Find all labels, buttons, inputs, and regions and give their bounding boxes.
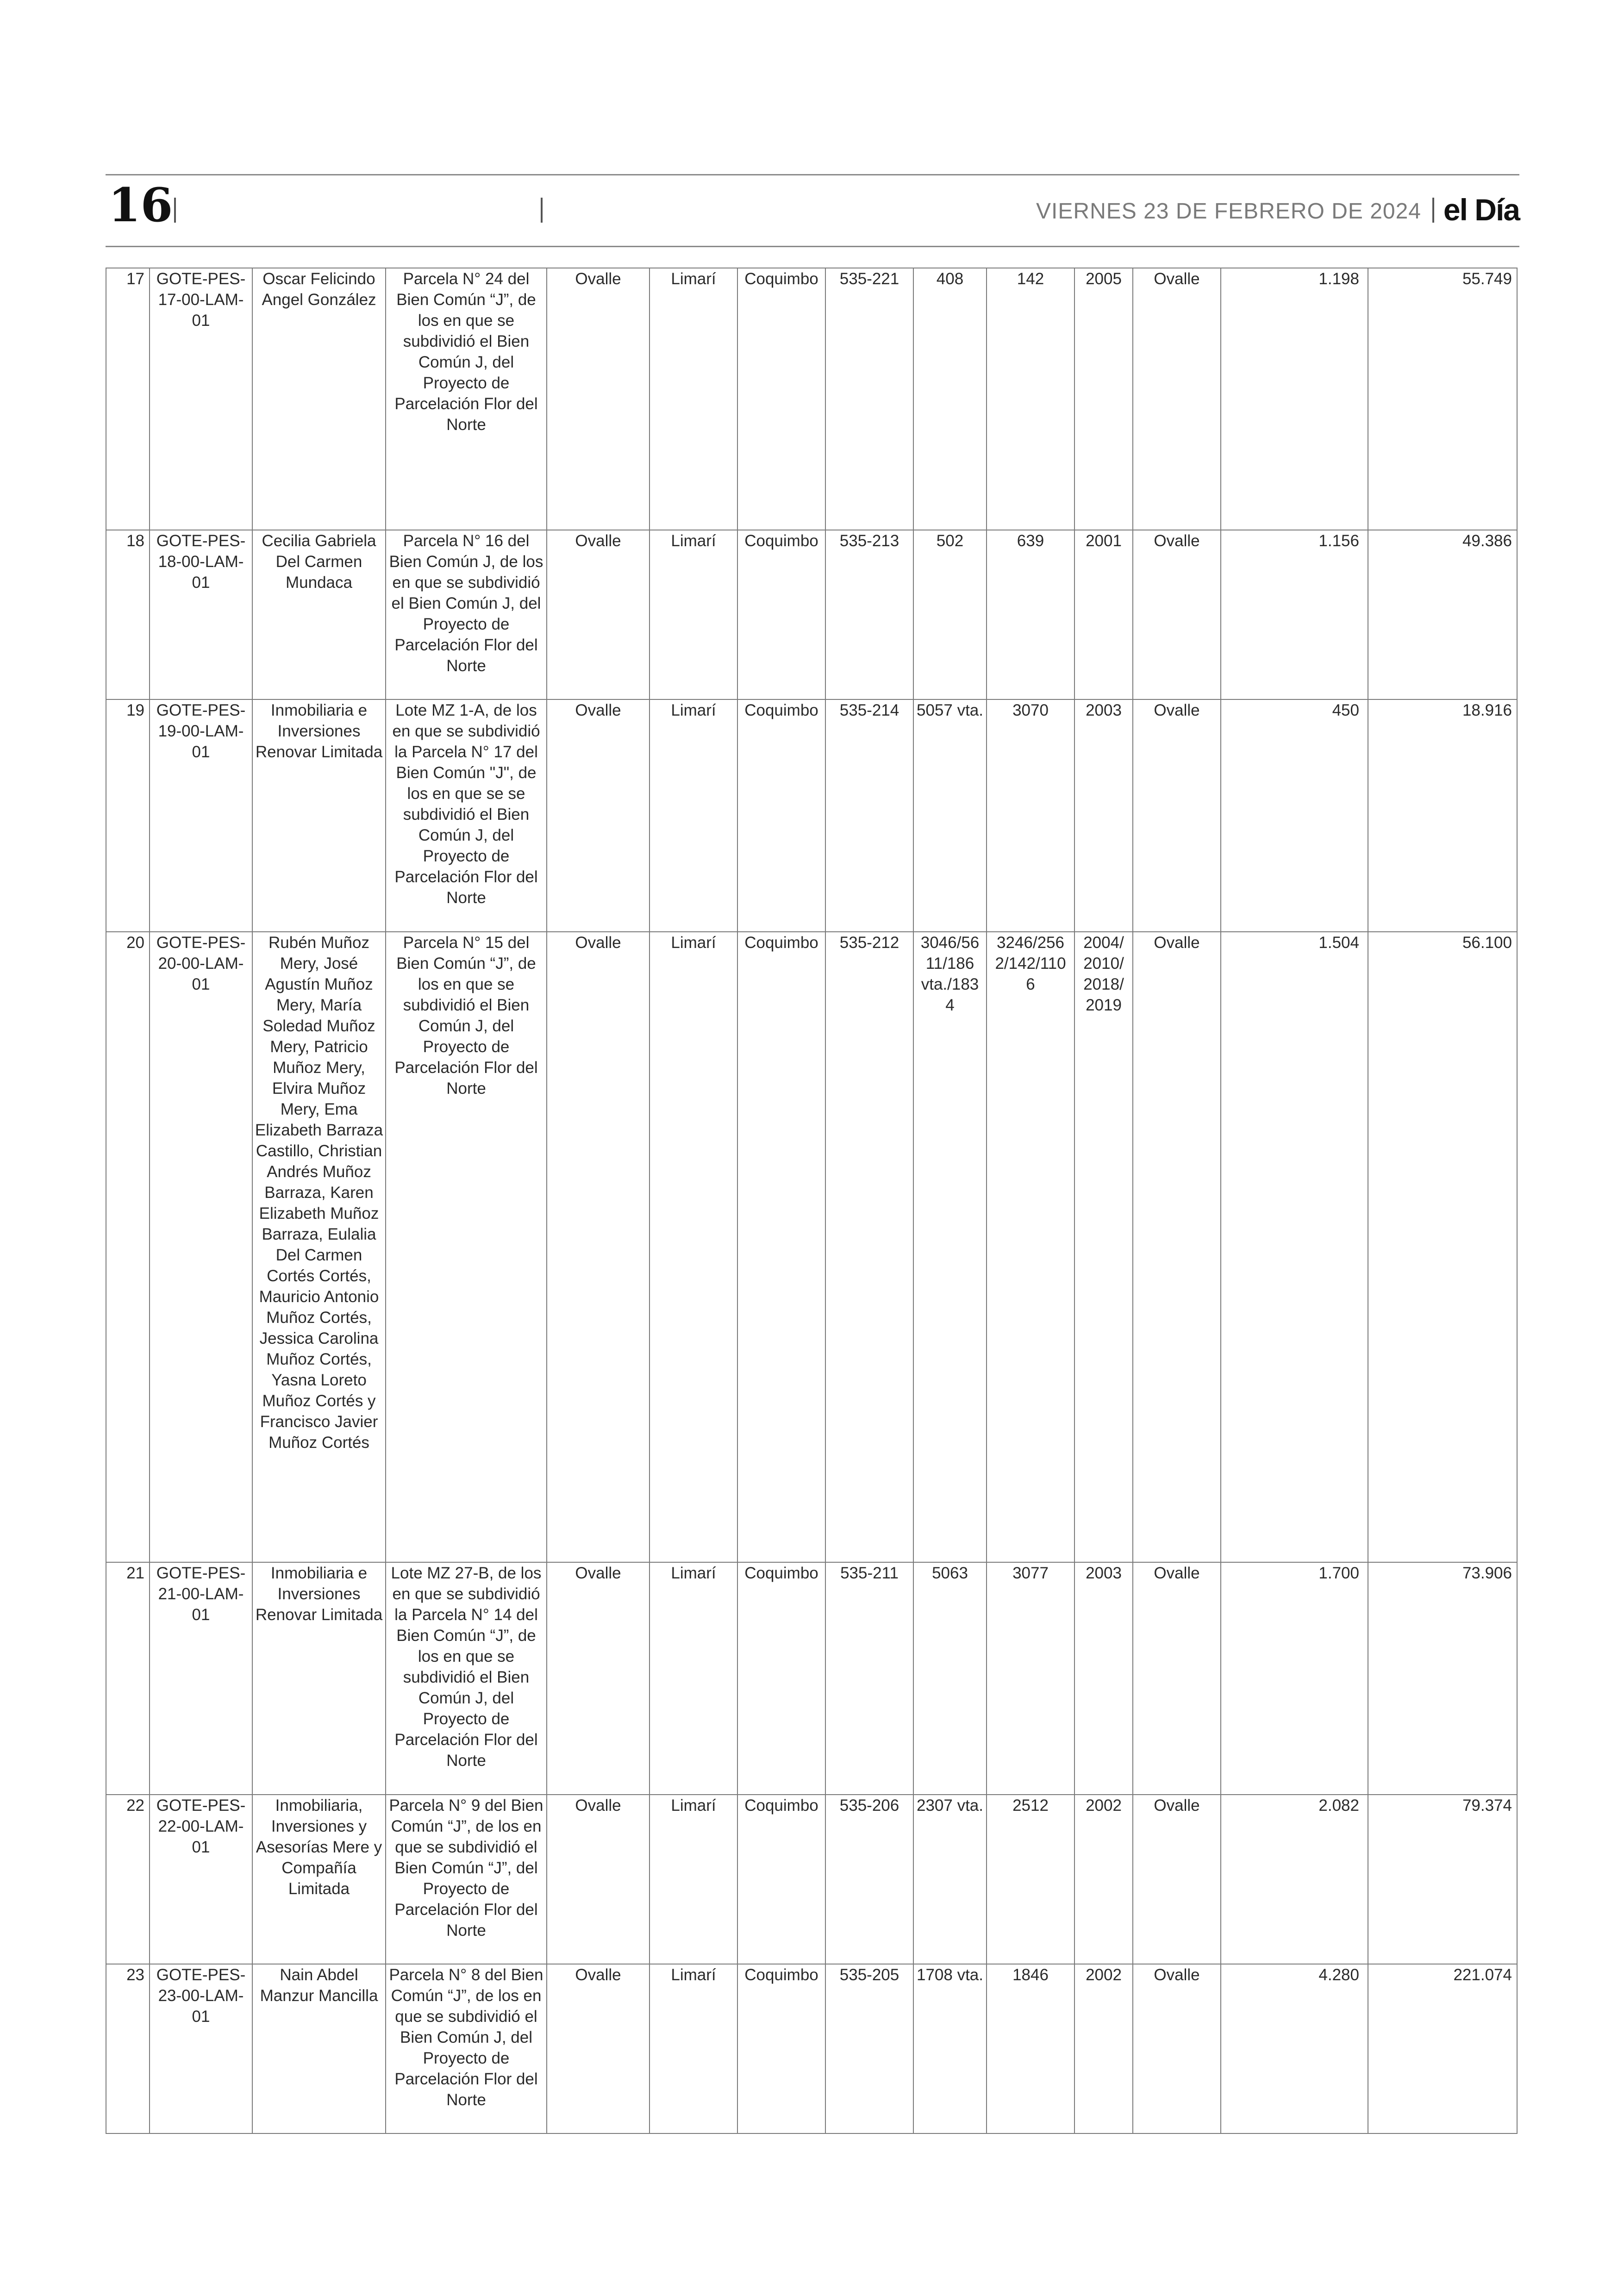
- inscription-year-cell: 2004/ 2010/ 2018/ 2019: [1074, 932, 1133, 1562]
- surface-area-cell: 1.198: [1221, 268, 1368, 530]
- row-number-cell: 17: [106, 268, 150, 530]
- owner-name-cell: Inmobiliaria, Inversiones y Asesorías Mere y Compañía Limitada: [252, 1795, 386, 1964]
- conservador-cell: Ovalle: [1133, 699, 1221, 932]
- row-number-cell: 23: [106, 1964, 150, 2133]
- row-number-cell: 22: [106, 1795, 150, 1964]
- row-number-cell: 21: [106, 1562, 150, 1795]
- rol-avaluo-cell: 535-212: [825, 932, 913, 1562]
- inscription-number-cell: 3246/256 2/142/110 6: [987, 932, 1074, 1562]
- table-row: [106, 1964, 1517, 2133]
- valuation-cell: 56.100: [1368, 932, 1517, 1562]
- inscription-year-cell: 2005: [1074, 268, 1133, 530]
- surface-area-cell: 2.082: [1221, 1795, 1368, 1964]
- owner-name-cell: Inmobiliaria e Inversiones Renovar Limitada: [252, 1562, 386, 1795]
- provincia-cell: Limarí: [650, 1795, 737, 1964]
- plan-code-cell: GOTE-PES-23-00-LAM-01: [150, 1964, 252, 2133]
- provincia-cell: Limarí: [650, 268, 737, 530]
- inscription-year-cell: 2002: [1074, 1795, 1133, 1964]
- inscription-number-cell: 1846: [987, 1964, 1074, 2133]
- region-cell: Coquimbo: [737, 699, 825, 932]
- valuation-cell: 49.386: [1368, 530, 1517, 699]
- header-divider-left: [174, 198, 176, 223]
- rol-avaluo-cell: 535-211: [825, 1562, 913, 1795]
- inscription-number-cell: 639: [987, 530, 1074, 699]
- plan-code-cell: GOTE-PES-18-00-LAM-01: [150, 530, 252, 699]
- comuna-cell: Ovalle: [547, 1795, 650, 1964]
- plan-code-cell: GOTE-PES-20-00-LAM-01: [150, 932, 252, 1562]
- newspaper-logo: el Día: [1443, 193, 1519, 227]
- fojas-cell: 408: [913, 268, 987, 530]
- region-cell: Coquimbo: [737, 1964, 825, 2133]
- plan-code-cell: GOTE-PES-17-00-LAM-01: [150, 268, 252, 530]
- provincia-cell: Limarí: [650, 1562, 737, 1795]
- fojas-cell: 5063: [913, 1562, 987, 1795]
- registry-body: [106, 268, 1517, 2133]
- inscription-year-cell: 2002: [1074, 1964, 1133, 2133]
- region-cell: Coquimbo: [737, 932, 825, 1562]
- page-header: [106, 174, 1519, 247]
- inscription-number-cell: 142: [987, 268, 1074, 530]
- publication-date: VIERNES 23 DE FEBRERO DE 2024: [1036, 199, 1421, 224]
- table-row: [106, 699, 1517, 932]
- lot-description-cell: Lote MZ 1-A, de los en que se subdividió la Parcela N° 17 del Bien Común "J", de los en que se se subdividió el Bien Común J, del Proyecto de Parcelación Flor del Norte: [386, 699, 547, 932]
- owner-name-cell: Inmobiliaria e Inversiones Renovar Limitada: [252, 699, 386, 932]
- valuation-cell: 221.074: [1368, 1964, 1517, 2133]
- fojas-cell: 502: [913, 530, 987, 699]
- lot-description-cell: Parcela N° 16 del Bien Común J, de los en que se subdividió el Bien Común J, del Proyecto de Parcelación Flor del Norte: [386, 530, 547, 699]
- page-number: 16: [108, 178, 173, 232]
- owner-name-cell: Rubén Muñoz Mery, José Agustín Muñoz Mery, María Soledad Muñoz Mery, Patricio Muñoz Mery, Elvira Muñoz Mery, Ema Elizabeth Barraza Castillo, Christian Andrés Muñoz Barraza, Karen Elizabeth Muñoz Barraza, Eulalia Del Carmen Cortés Cortés, Mauricio Antonio Muñoz Cortés, Jessica Carolina Muñoz Cortés, Yasna Loreto Muñoz Cortés y Francisco Javier Muñoz Cortés: [252, 932, 386, 1562]
- comuna-cell: Ovalle: [547, 268, 650, 530]
- rol-avaluo-cell: 535-214: [825, 699, 913, 932]
- property-registry-table: [106, 268, 1518, 2134]
- inscription-year-cell: 2003: [1074, 699, 1133, 932]
- valuation-cell: 73.906: [1368, 1562, 1517, 1795]
- lot-description-cell: Parcela N° 8 del Bien Común “J”, de los en que se subdividió el Bien Común J, del Proyecto de Parcelación Flor del Norte: [386, 1964, 547, 2133]
- table-row: [106, 1795, 1517, 1964]
- region-cell: Coquimbo: [737, 1562, 825, 1795]
- header-divider-right: [1432, 198, 1434, 223]
- provincia-cell: Limarí: [650, 1964, 737, 2133]
- inscription-number-cell: 3077: [987, 1562, 1074, 1795]
- comuna-cell: Ovalle: [547, 699, 650, 932]
- row-number-cell: 19: [106, 699, 150, 932]
- fojas-cell: 3046/56 11/186 vta./183 4: [913, 932, 987, 1562]
- rol-avaluo-cell: 535-213: [825, 530, 913, 699]
- surface-area-cell: 1.156: [1221, 530, 1368, 699]
- lot-description-cell: Lote MZ 27-B, de los en que se subdividió la Parcela N° 14 del Bien Común “J”, de los en que se subdividió el Bien Común J, del Proyecto de Parcelación Flor del Norte: [386, 1562, 547, 1795]
- plan-code-cell: GOTE-PES-21-00-LAM-01: [150, 1562, 252, 1795]
- lot-description-cell: Parcela N° 24 del Bien Común “J”, de los en que se subdividió el Bien Común J, del Proyecto de Parcelación Flor del Norte: [386, 268, 547, 530]
- inscription-year-cell: 2003: [1074, 1562, 1133, 1795]
- region-cell: Coquimbo: [737, 268, 825, 530]
- rol-avaluo-cell: 535-205: [825, 1964, 913, 2133]
- surface-area-cell: 1.700: [1221, 1562, 1368, 1795]
- fojas-cell: 2307 vta.: [913, 1795, 987, 1964]
- conservador-cell: Ovalle: [1133, 1964, 1221, 2133]
- row-number-cell: 18: [106, 530, 150, 699]
- valuation-cell: 79.374: [1368, 1795, 1517, 1964]
- region-cell: Coquimbo: [737, 1795, 825, 1964]
- valuation-cell: 18.916: [1368, 699, 1517, 932]
- comuna-cell: Ovalle: [547, 1562, 650, 1795]
- comuna-cell: Ovalle: [547, 530, 650, 699]
- rol-avaluo-cell: 535-221: [825, 268, 913, 530]
- surface-area-cell: 4.280: [1221, 1964, 1368, 2133]
- comuna-cell: Ovalle: [547, 1964, 650, 2133]
- owner-name-cell: Cecilia Gabriela Del Carmen Mundaca: [252, 530, 386, 699]
- conservador-cell: Ovalle: [1133, 268, 1221, 530]
- inscription-number-cell: 2512: [987, 1795, 1074, 1964]
- conservador-cell: Ovalle: [1133, 530, 1221, 699]
- header-divider-mid: [541, 198, 543, 223]
- plan-code-cell: GOTE-PES-22-00-LAM-01: [150, 1795, 252, 1964]
- surface-area-cell: 1.504: [1221, 932, 1368, 1562]
- row-number-cell: 20: [106, 932, 150, 1562]
- plan-code-cell: GOTE-PES-19-00-LAM-01: [150, 699, 252, 932]
- valuation-cell: 55.749: [1368, 268, 1517, 530]
- provincia-cell: Limarí: [650, 699, 737, 932]
- table-row: [106, 268, 1517, 530]
- table-row: [106, 932, 1517, 1562]
- conservador-cell: Ovalle: [1133, 932, 1221, 1562]
- conservador-cell: Ovalle: [1133, 1562, 1221, 1795]
- fojas-cell: 5057 vta.: [913, 699, 987, 932]
- owner-name-cell: Nain Abdel Manzur Mancilla: [252, 1964, 386, 2133]
- fojas-cell: 1708 vta.: [913, 1964, 987, 2133]
- provincia-cell: Limarí: [650, 530, 737, 699]
- inscription-year-cell: 2001: [1074, 530, 1133, 699]
- comuna-cell: Ovalle: [547, 932, 650, 1562]
- owner-name-cell: Oscar Felicindo Angel González: [252, 268, 386, 530]
- region-cell: Coquimbo: [737, 530, 825, 699]
- inscription-number-cell: 3070: [987, 699, 1074, 932]
- lot-description-cell: Parcela N° 15 del Bien Común “J”, de los en que se subdividió el Bien Común J, del Proyecto de Parcelación Flor del Norte: [386, 932, 547, 1562]
- table-row: [106, 1562, 1517, 1795]
- lot-description-cell: Parcela N° 9 del Bien Común “J”, de los en que se subdividió el Bien Común “J”, del Proyecto de Parcelación Flor del Norte: [386, 1795, 547, 1964]
- surface-area-cell: 450: [1221, 699, 1368, 932]
- conservador-cell: Ovalle: [1133, 1795, 1221, 1964]
- table-row: [106, 530, 1517, 699]
- rol-avaluo-cell: 535-206: [825, 1795, 913, 1964]
- provincia-cell: Limarí: [650, 932, 737, 1562]
